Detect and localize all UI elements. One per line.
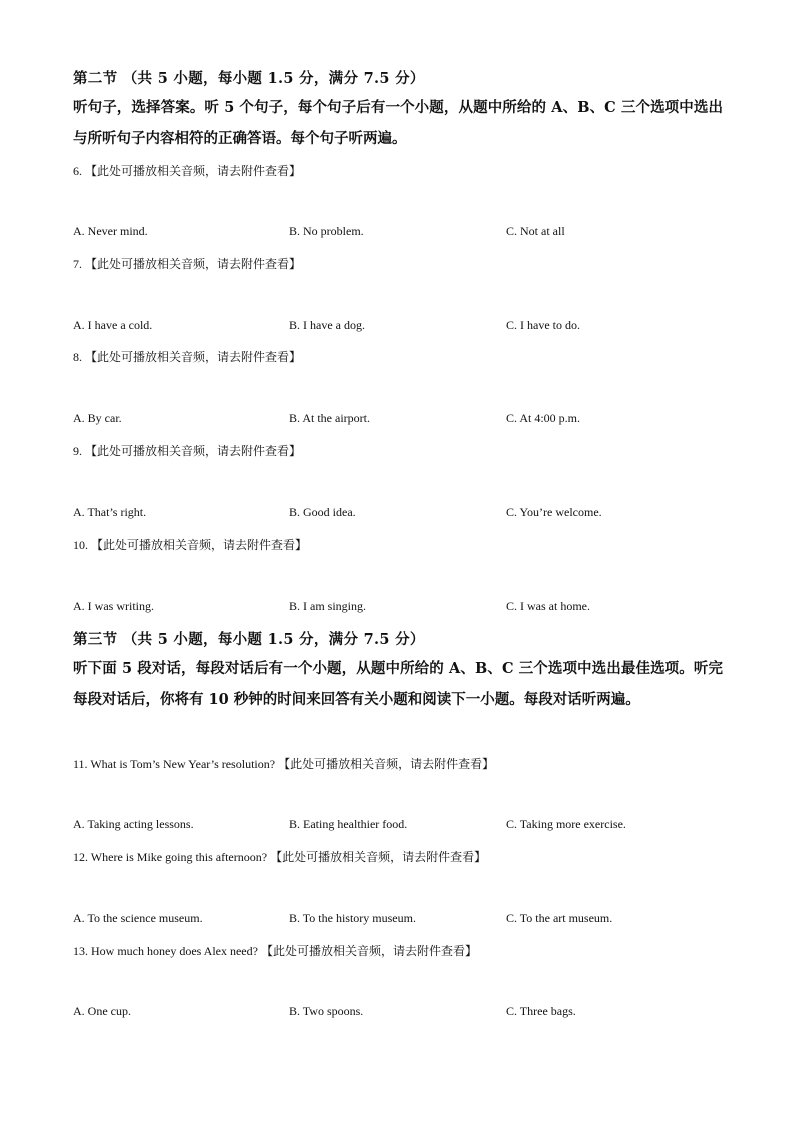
- question-number: 9.: [73, 444, 82, 458]
- option-b[interactable]: B. Eating healthier food.: [289, 817, 408, 831]
- option-a[interactable]: A. One cup.: [73, 1004, 131, 1018]
- question-8-options: [73, 411, 723, 429]
- question-11-options: [73, 817, 723, 835]
- question-number: 10.: [73, 538, 88, 552]
- question-9: [73, 442, 301, 459]
- question-number: 6.: [73, 164, 82, 178]
- question-12: [73, 848, 486, 865]
- audio-note: 【此处可播放相关音频，请去附件查看】: [85, 444, 302, 458]
- option-c[interactable]: C. I was at home.: [506, 599, 590, 613]
- section-2-instructions: 听句子，选择答案。听 5 个句子，每个句子后有一个小题，从题中所给的 A、B、C 三个选项中选出与所听句子内容相符的正确答语。每个句子听两遍。: [73, 99, 723, 147]
- question-13-options: [73, 1004, 723, 1022]
- question-8: [73, 348, 301, 365]
- audio-note: 【此处可播放相关音频，请去附件查看】: [85, 164, 302, 178]
- question-7: [73, 255, 301, 272]
- question-9-options: [73, 505, 723, 523]
- option-a[interactable]: A. Never mind.: [73, 224, 148, 238]
- question-number: 12.: [73, 850, 88, 864]
- option-a[interactable]: A. I was writing.: [73, 599, 154, 613]
- option-c[interactable]: C. Three bags.: [506, 1004, 576, 1018]
- option-a[interactable]: A. I have a cold.: [73, 318, 153, 332]
- option-b[interactable]: B. I have a dog.: [289, 318, 365, 332]
- question-number: 13.: [73, 944, 88, 958]
- option-a[interactable]: A. That’s right.: [73, 505, 147, 519]
- option-c[interactable]: C. At 4:00 p.m.: [506, 411, 581, 425]
- question-text: Where is Mike going this afternoon?: [90, 850, 268, 864]
- question-12-options: [73, 911, 723, 929]
- option-b[interactable]: B. Two spoons.: [289, 1004, 364, 1018]
- question-10: [73, 536, 307, 553]
- audio-note: 【此处可播放相关音频，请去附件查看】: [260, 944, 477, 958]
- option-c[interactable]: C. Not at all: [506, 224, 565, 238]
- section-3-instructions: 听下面 5 段对话，每段对话后有一个小题，从题中所给的 A、B、C 三个选项中选出最佳选项。听完每段对话后，你将有 10 秒钟的时间来回答有关小题和阅读下一小题。每段对话听两遍。: [73, 660, 723, 708]
- audio-note: 【此处可播放相关音频，请去附件查看】: [85, 257, 302, 271]
- option-c[interactable]: C. Taking more exercise.: [506, 817, 626, 831]
- question-6: [73, 162, 301, 179]
- option-c[interactable]: C. I have to do.: [506, 318, 580, 332]
- question-text: What is Tom’s New Year’s resolution?: [90, 757, 276, 771]
- option-c[interactable]: C. To the art museum.: [506, 911, 613, 925]
- section-2-heading: 第二节 （共 5 小题，每小题 1.5 分，满分 7.5 分）: [73, 70, 425, 87]
- option-b[interactable]: B. To the history museum.: [289, 911, 416, 925]
- question-text: How much honey does Alex need?: [91, 944, 258, 958]
- option-b[interactable]: B. At the airport.: [289, 411, 370, 425]
- audio-note: 【此处可播放相关音频，请去附件查看】: [85, 350, 302, 364]
- question-number: 7.: [73, 257, 82, 271]
- option-b[interactable]: B. I am singing.: [289, 599, 366, 613]
- section-3-heading: 第三节 （共 5 小题，每小题 1.5 分，满分 7.5 分）: [73, 631, 425, 648]
- question-7-options: [73, 318, 723, 336]
- option-b[interactable]: B. No problem.: [289, 224, 364, 238]
- audio-note: 【此处可播放相关音频，请去附件查看】: [91, 538, 308, 552]
- audio-note: 【此处可播放相关音频，请去附件查看】: [270, 850, 487, 864]
- question-13: [73, 942, 477, 959]
- audio-note: 【此处可播放相关音频，请去附件查看】: [278, 757, 495, 771]
- option-a[interactable]: A. Taking acting lessons.: [73, 817, 194, 831]
- option-b[interactable]: B. Good idea.: [289, 505, 356, 519]
- option-a[interactable]: A. To the science museum.: [73, 911, 203, 925]
- question-number: 11.: [73, 757, 88, 771]
- question-6-options: [73, 224, 723, 242]
- question-11: [73, 755, 494, 772]
- question-number: 8.: [73, 350, 82, 364]
- option-a[interactable]: A. By car.: [73, 411, 122, 425]
- question-10-options: [73, 599, 723, 617]
- option-c[interactable]: C. You’re welcome.: [506, 505, 602, 519]
